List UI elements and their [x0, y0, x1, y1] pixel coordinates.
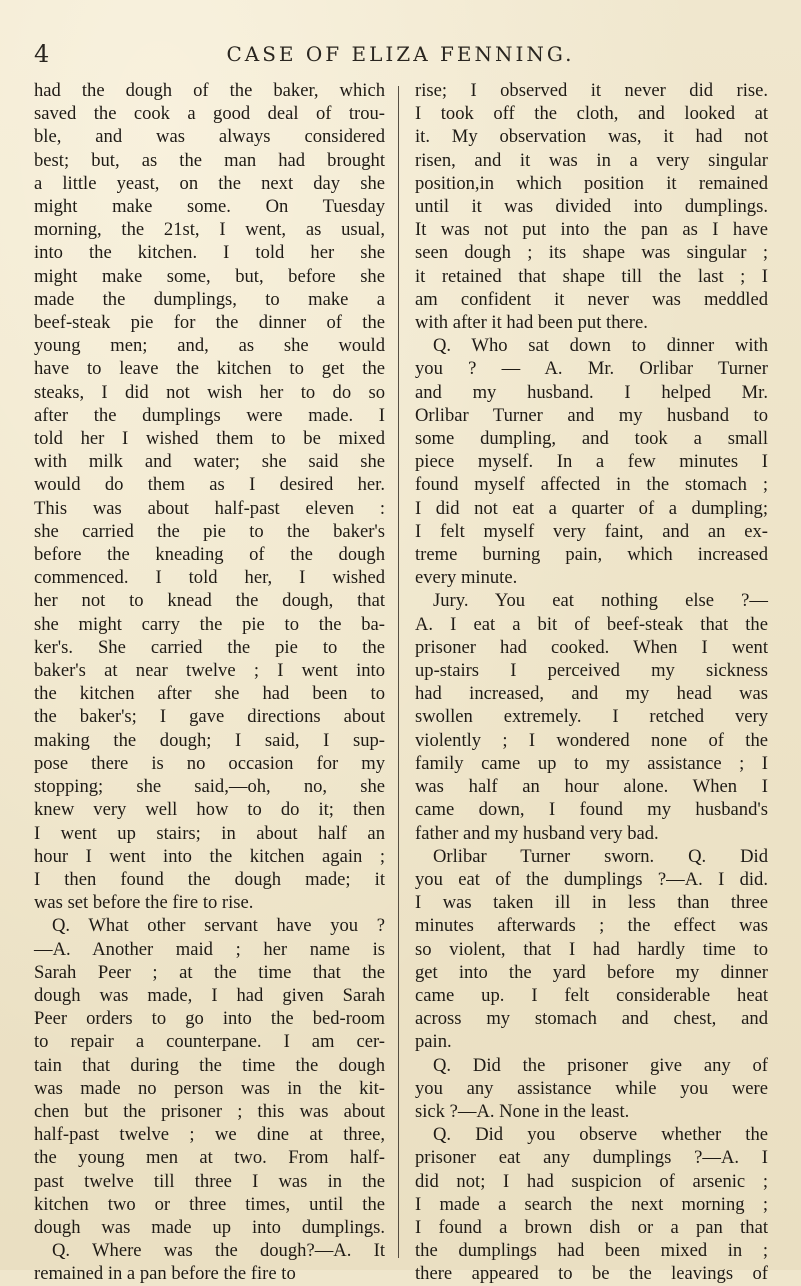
text-line: tain that during the time the dough — [34, 1054, 385, 1076]
text-line: treme burning pain, which increased — [415, 544, 768, 566]
text-line: making the dough; I said, I sup- — [34, 729, 385, 751]
text-line: a little yeast, on the next day she — [34, 172, 385, 194]
text-line: Orlibar Turner and my husband to — [415, 404, 768, 426]
text-line: remained in a pan before the fire to — [34, 1263, 296, 1285]
text-line: until it was divided into dumplings. — [415, 196, 768, 218]
text-line: I found a brown dish or a pan that — [415, 1216, 768, 1238]
text-line: Sarah Peer ; at the time that the — [34, 961, 385, 983]
text-line: have to leave the kitchen to get the — [34, 358, 385, 380]
text-line: young men; and, as she would — [34, 335, 385, 357]
text-line: would do them as I desired her. — [34, 474, 385, 496]
text-line: was half an hour alone. When I — [415, 776, 768, 798]
text-line: every minute. — [415, 567, 518, 589]
text-line: I felt myself very faint, and an ex- — [415, 520, 768, 542]
text-line: ker's. She carried the pie to the — [34, 636, 385, 658]
text-line: had increased, and my head was — [415, 683, 768, 705]
text-line: I went up stairs; in about half an — [34, 822, 385, 844]
text-line: came down, I found my husband's — [415, 799, 768, 821]
text-line: it retained that shape till the last ; I — [415, 265, 768, 287]
text-line: rise; I observed it never did rise. — [415, 80, 768, 101]
right-column — [415, 79, 768, 1286]
text-line: with milk and water; she said she — [34, 451, 385, 473]
text-line: I made a search the next morning ; — [415, 1193, 768, 1215]
text-line: told her I wished them to be mixed — [34, 428, 385, 450]
text-line: I then found the dough made; it — [34, 868, 385, 890]
left-column — [34, 79, 385, 1286]
text-line: violently ; I wondered none of the — [415, 729, 768, 751]
text-line: the baker's; I gave directions about — [34, 706, 385, 728]
text-line: chen but the prisoner ; this was about — [34, 1100, 385, 1122]
text-line: I was taken ill in less than three — [415, 892, 768, 914]
text-line: might make some. On Tuesday — [34, 196, 385, 218]
text-line: kitchen two or three times, until the — [34, 1193, 385, 1215]
text-line: with after it had been put there. — [415, 312, 648, 334]
text-line: was set before the fire to rise. — [34, 892, 254, 914]
text-line: so violent, that I had hardly time to — [415, 938, 768, 960]
text-line: minutes afterwards ; the effect was — [415, 915, 768, 937]
text-line: past twelve till three I was in the — [34, 1170, 385, 1192]
text-line: Q. Did the prisoner give any of — [433, 1054, 768, 1076]
text-line: risen, and it was in a very singular — [415, 149, 768, 171]
text-line: you eat of the dumplings ?—A. I did. — [415, 868, 768, 890]
text-line: the kitchen after she had been to — [34, 683, 385, 705]
text-line: ble, and was always considered — [34, 126, 385, 148]
text-line: the dumplings had been mixed in ; — [415, 1240, 768, 1262]
text-line: best; but, as the man had brought — [34, 149, 385, 171]
text-line: saved the cook a good deal of trou- — [34, 103, 385, 125]
text-line: up-stairs I perceived my sickness — [415, 660, 768, 682]
text-line: Jury. You eat nothing else ?— — [433, 590, 768, 612]
text-line: she might carry the pie to the ba- — [34, 613, 385, 635]
text-line: It was not put into the pan as I have — [415, 219, 768, 241]
column-divider — [398, 86, 399, 1258]
text-line: you any assistance while you were — [415, 1077, 768, 1099]
text-line: before the kneading of the dough — [34, 544, 385, 566]
text-line: had the dough of the baker, which — [34, 80, 385, 101]
running-head: CASE OF ELIZA FENNING. — [226, 42, 575, 66]
text-line: found myself affected in the stomach ; — [415, 474, 768, 496]
text-line: might make some, but, before she — [34, 265, 385, 287]
text-line: morning, the 21st, I went, as usual, — [34, 219, 385, 241]
text-line: A. I eat a bit of beef-steak that the — [415, 613, 768, 635]
text-line: hour I went into the kitchen again ; — [34, 845, 385, 867]
text-line: father and my husband very bad. — [415, 822, 659, 844]
text-line: position,in which position it remained — [415, 172, 768, 194]
text-line: Peer orders to go into the bed-room — [34, 1008, 385, 1030]
text-line: piece myself. In a few minutes I — [415, 451, 768, 473]
text-line: seen dough ; its shape was singular ; — [415, 242, 768, 264]
text-line: sick ?—A. None in the least. — [415, 1100, 630, 1122]
text-line: stopping; she said,—oh, no, she — [34, 776, 385, 798]
text-line: This was about half-past eleven : — [34, 497, 385, 519]
text-line: it. My observation was, it had not — [415, 126, 768, 148]
text-line: was made no person was in the kit- — [34, 1077, 385, 1099]
text-line: the young men at two. From half- — [34, 1147, 385, 1169]
text-line: swollen extremely. I retched very — [415, 706, 768, 728]
text-line: came up. I felt considerable heat — [415, 984, 768, 1006]
text-line: prisoner had cooked. When I went — [415, 636, 768, 658]
page-header — [30, 40, 771, 70]
text-line: pose there is no occasion for my — [34, 752, 385, 774]
text-line: did not; I had suspicion of arsenic ; — [415, 1170, 768, 1192]
text-line: —A. Another maid ; her name is — [34, 938, 385, 960]
text-line: family came up to my assistance ; I — [415, 752, 768, 774]
text-line: you ? — A. Mr. Orlibar Turner — [415, 358, 768, 380]
text-line: beef-steak pie for the dinner of the — [34, 312, 385, 334]
text-line: Q. Did you observe whether the — [433, 1124, 768, 1146]
text-line: I did not eat a quarter of a dumpling; — [415, 497, 768, 519]
text-line: prisoner eat any dumplings ?—A. I — [415, 1147, 768, 1169]
text-line: to repair a counterpane. I am cer- — [34, 1031, 385, 1053]
text-line: steaks, I did not wish her to do so — [34, 381, 385, 403]
text-line: she carried the pie to the baker's — [34, 520, 385, 542]
text-line: dough was made up into dumplings. — [34, 1216, 385, 1238]
text-line: Q. Where was the dough?—A. It — [52, 1240, 385, 1262]
text-line: after the dumplings were made. I — [34, 404, 385, 426]
text-line: half-past twelve ; we dine at three, — [34, 1124, 385, 1146]
text-line: into the kitchen. I told her she — [34, 242, 385, 264]
text-line: am confident it never was meddled — [415, 288, 768, 310]
text-line: made the dumplings, to make a — [34, 288, 385, 310]
text-line: commenced. I told her, I wished — [34, 567, 385, 589]
text-line: I took off the cloth, and looked at — [415, 103, 768, 125]
text-line: get into the yard before my dinner — [415, 961, 768, 983]
text-line: pain. — [415, 1031, 452, 1053]
text-line: some dumpling, and took a small — [415, 428, 768, 450]
text-line: and my husband. I helped Mr. — [415, 381, 768, 403]
text-line: baker's at near twelve ; I went into — [34, 660, 385, 682]
page-number: 4 — [34, 40, 50, 68]
text-line: across my stomach and chest, and — [415, 1008, 768, 1030]
text-line: her not to knead the dough, that — [34, 590, 385, 612]
text-line: knew very well how to do it; then — [34, 799, 385, 821]
text-line: there appeared to be the leavings of — [415, 1263, 768, 1285]
text-line: Q. What other servant have you ? — [52, 915, 385, 937]
text-line: Orlibar Turner sworn. Q. Did — [433, 845, 768, 867]
text-line: dough was made, I had given Sarah — [34, 984, 385, 1006]
text-line: Q. Who sat down to dinner with — [433, 335, 768, 357]
